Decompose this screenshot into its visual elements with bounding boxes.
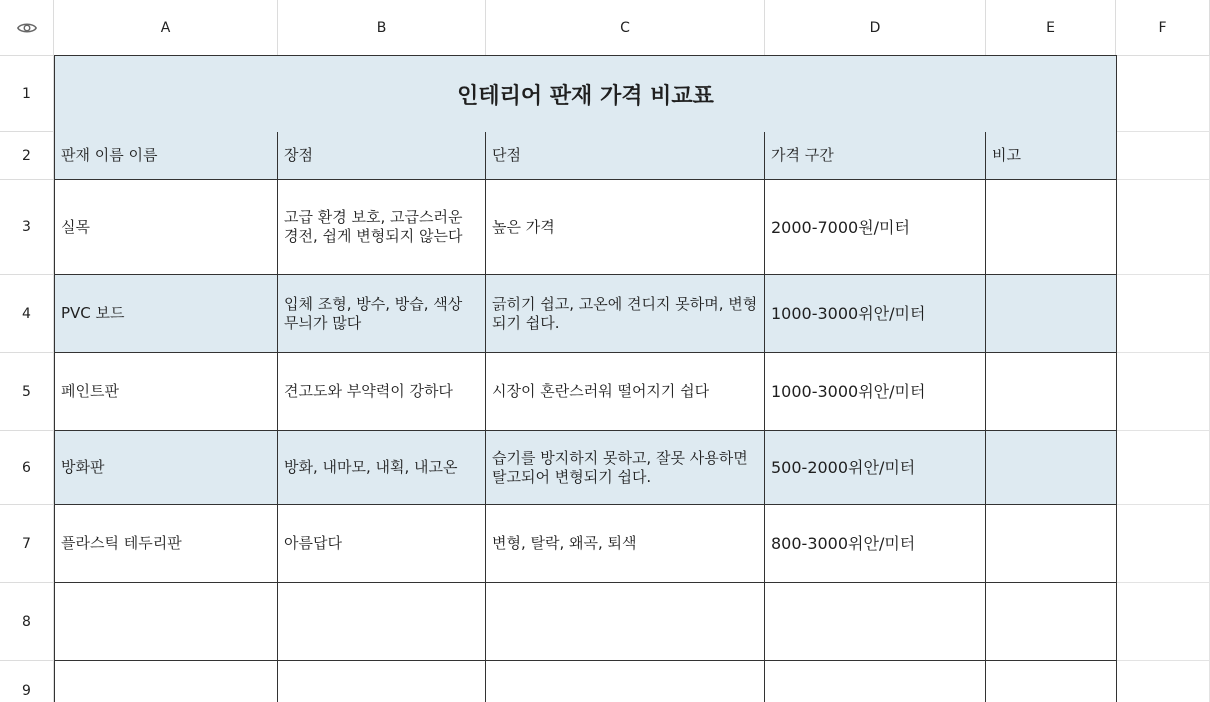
cell-b3[interactable]: 고급 환경 보호, 고급스러운 경전, 쉽게 변형되지 않는다 — [278, 180, 486, 275]
cell-f8[interactable] — [1117, 583, 1210, 661]
header-notes-cell[interactable]: 비고 — [986, 132, 1117, 180]
cell-d3[interactable]: 2000-7000원/미터 — [765, 180, 986, 275]
column-header-b[interactable]: B — [278, 0, 486, 56]
row-header-4[interactable]: 4 — [0, 275, 54, 353]
cell-d7[interactable]: 800-3000위안/미터 — [765, 505, 986, 583]
column-header-a[interactable]: A — [54, 0, 278, 56]
cell-a5[interactable]: 페인트판 — [55, 353, 278, 431]
column-header-d[interactable]: D — [765, 0, 986, 56]
cell-a3[interactable]: 실목 — [55, 180, 278, 275]
cell-a7[interactable]: 플라스틱 테두리판 — [55, 505, 278, 583]
cell-c4[interactable]: 긁히기 쉽고, 고온에 견디지 못하며, 변형되기 쉽다. — [486, 275, 765, 353]
cell-f1[interactable] — [1117, 56, 1210, 132]
column-header-f[interactable]: F — [1116, 0, 1210, 56]
header-price-cell[interactable]: 가격 구간 — [765, 132, 986, 180]
row-header-5[interactable]: 5 — [0, 353, 54, 431]
cell-b7[interactable]: 아름답다 — [278, 505, 486, 583]
row-header-3[interactable]: 3 — [0, 180, 54, 275]
cell-e4[interactable] — [986, 275, 1117, 353]
title-cell[interactable]: 인테리어 판재 가격 비교표 — [54, 55, 1117, 133]
select-all-corner[interactable] — [0, 0, 54, 56]
column-header-e[interactable]: E — [986, 0, 1116, 56]
cell-d5[interactable]: 1000-3000위안/미터 — [765, 353, 986, 431]
cell-b6[interactable]: 방화, 내마모, 내획, 내고온 — [278, 431, 486, 505]
cell-c6[interactable]: 습기를 방지하지 못하고, 잘못 사용하면 탈고되어 변형되기 쉽다. — [486, 431, 765, 505]
table-left-border — [54, 56, 55, 702]
eye-icon[interactable] — [16, 17, 38, 39]
cell-f2[interactable] — [1117, 132, 1210, 180]
cell-e5[interactable] — [986, 353, 1117, 431]
cell-c7[interactable]: 변형, 탈락, 왜곡, 퇴색 — [486, 505, 765, 583]
cell-c5[interactable]: 시장이 혼란스러워 떨어지기 쉽다 — [486, 353, 765, 431]
cell-d4[interactable]: 1000-3000위안/미터 — [765, 275, 986, 353]
cell-f4[interactable] — [1117, 275, 1210, 353]
cell-f9[interactable] — [1117, 661, 1210, 702]
cell-f7[interactable] — [1117, 505, 1210, 583]
cell-d9[interactable] — [765, 661, 986, 702]
cell-e7[interactable] — [986, 505, 1117, 583]
cell-b5[interactable]: 견고도와 부약력이 강하다 — [278, 353, 486, 431]
cell-d6[interactable]: 500-2000위안/미터 — [765, 431, 986, 505]
cell-e6[interactable] — [986, 431, 1117, 505]
row-header-2[interactable]: 2 — [0, 132, 54, 180]
cell-d8[interactable] — [765, 583, 986, 661]
cell-a9[interactable] — [55, 661, 278, 702]
cell-b4[interactable]: 입체 조형, 방수, 방습, 색상 무늬가 많다 — [278, 275, 486, 353]
cell-e9[interactable] — [986, 661, 1117, 702]
cell-c9[interactable] — [486, 661, 765, 702]
cell-c8[interactable] — [486, 583, 765, 661]
header-pros-cell[interactable]: 장점 — [278, 132, 486, 180]
cell-b8[interactable] — [278, 583, 486, 661]
cell-f3[interactable] — [1117, 180, 1210, 275]
header-cons-cell[interactable]: 단점 — [486, 132, 765, 180]
row-header-8[interactable]: 8 — [0, 583, 54, 661]
header-name-cell[interactable]: 판재 이름 이름 — [55, 132, 278, 180]
cell-e3[interactable] — [986, 180, 1117, 275]
cell-a4[interactable]: PVC 보드 — [55, 275, 278, 353]
cell-e8[interactable] — [986, 583, 1117, 661]
row-header-1[interactable]: 1 — [0, 56, 54, 132]
cell-b9[interactable] — [278, 661, 486, 702]
row-header-7[interactable]: 7 — [0, 505, 54, 583]
row-header-6[interactable]: 6 — [0, 431, 54, 505]
cell-a6[interactable]: 방화판 — [55, 431, 278, 505]
cell-f6[interactable] — [1117, 431, 1210, 505]
cell-c3[interactable]: 높은 가격 — [486, 180, 765, 275]
cell-f5[interactable] — [1117, 353, 1210, 431]
cell-a8[interactable] — [55, 583, 278, 661]
row-header-9[interactable]: 9 — [0, 661, 54, 702]
column-header-c[interactable]: C — [486, 0, 765, 56]
